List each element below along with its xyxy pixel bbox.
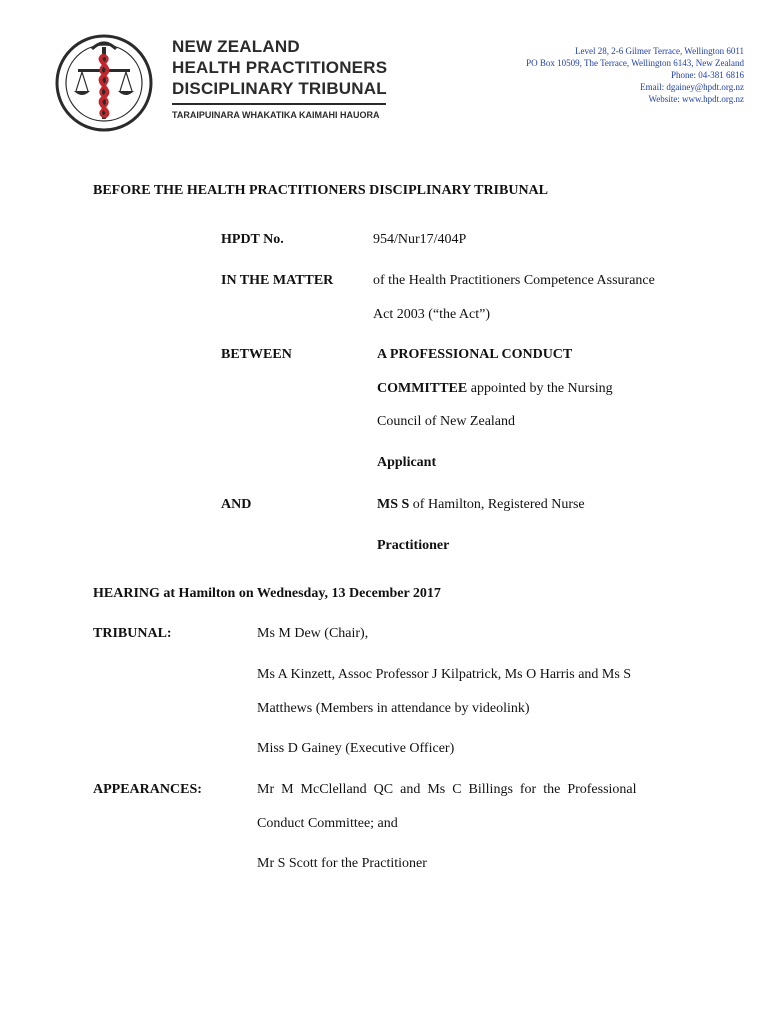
- matter-label: IN THE MATTER: [221, 273, 334, 288]
- contact-address-2: PO Box 10509, The Terrace, Wellington 6143, New Zealand: [526, 58, 744, 68]
- between-line-1: A PROFESSIONAL CONDUCT: [377, 347, 573, 362]
- hpdt-number: 954/Nur17/404P: [373, 232, 467, 247]
- contact-address-1: Level 28, 2-6 Gilmer Terrace, Wellington 6011: [575, 46, 744, 56]
- hpdt-label: HPDT No.: [221, 232, 284, 247]
- practitioner-line: [377, 497, 585, 513]
- tribunal-line-1: Ms M Dew (Chair),: [257, 626, 369, 641]
- applicant-role: Applicant: [377, 455, 437, 470]
- practitioner-role: Practitioner: [377, 538, 450, 553]
- matter-line-2: Act 2003 (“the Act”): [373, 307, 491, 322]
- between-label: BETWEEN: [221, 347, 292, 362]
- contact-phone: Phone: 04-381 6816: [671, 70, 744, 80]
- and-label: AND: [221, 497, 252, 512]
- logo-subtitle: TARAIPUINARA WHAKATIKA KAIMAHI HAUORA: [172, 110, 380, 120]
- appearances-line-3: Mr S Scott for the Practitioner: [257, 856, 427, 871]
- logo-line-1: NEW ZEALAND: [172, 37, 300, 56]
- practitioner-name: MS S: [377, 497, 410, 512]
- document-heading: BEFORE THE HEALTH PRACTITIONERS DISCIPLINARY TRIBUNAL: [93, 183, 549, 198]
- contact-block: [526, 45, 744, 105]
- appearances-label: APPEARANCES:: [93, 782, 202, 797]
- between-line-3: Council of New Zealand: [377, 414, 516, 429]
- tribunal-line-2: Ms A Kinzett, Assoc Professor J Kilpatrick, Ms O Harris and Ms S: [257, 667, 632, 682]
- caduceus-scales-seal-icon: [52, 33, 162, 133]
- practitioner-description: of Hamilton, Registered Nurse: [409, 497, 585, 512]
- tribunal-logo: [52, 33, 392, 133]
- logo-line-2: HEALTH PRACTITIONERS: [172, 58, 388, 77]
- contact-email[interactable]: Email: dgainey@hpdt.org.nz: [640, 82, 744, 92]
- tribunal-label: TRIBUNAL:: [93, 626, 172, 641]
- tribunal-line-3: Matthews (Members in attendance by videolink): [257, 701, 530, 716]
- committee-word: COMMITTEE: [377, 381, 468, 396]
- appearances-line-2: Conduct Committee; and: [257, 816, 398, 831]
- matter-line-1: of the Health Practitioners Competence Assurance: [373, 273, 655, 288]
- between-line-2: [377, 381, 613, 397]
- logo-line-3: DISCIPLINARY TRIBUNAL: [172, 79, 387, 98]
- hearing-line: HEARING at Hamilton on Wednesday, 13 December 2017: [93, 586, 441, 601]
- between-line-2-rest: appointed by the Nursing: [467, 381, 613, 396]
- tribunal-line-4: Miss D Gainey (Executive Officer): [257, 741, 455, 756]
- appearances-line-1: Mr M McClelland QC and Ms C Billings for the Professional: [257, 782, 637, 797]
- contact-website[interactable]: Website: www.hpdt.org.nz: [648, 94, 744, 104]
- logo-divider: [172, 103, 386, 105]
